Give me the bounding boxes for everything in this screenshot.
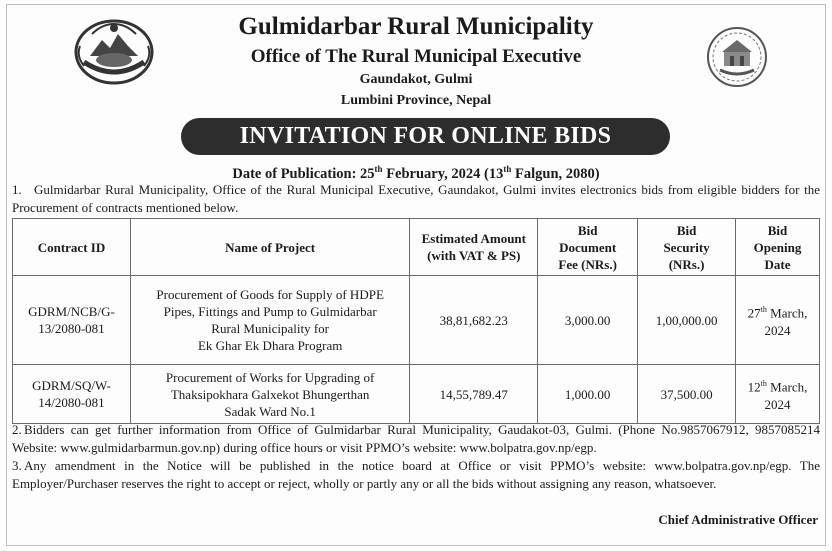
publication-date-label: Date of Publication: 25 [232, 165, 375, 182]
opening-month: March, [766, 305, 808, 321]
contract-id-line-1: GDRM/NCB/G- [28, 304, 115, 319]
opening-day: 27 [747, 305, 761, 321]
table-row [13, 276, 820, 365]
project-name-cell [130, 276, 409, 365]
header [0, 12, 832, 111]
publication-date-end: Falgun, 2080) [511, 165, 600, 182]
publication-date-mid: February, 2024 (13 [382, 165, 504, 182]
opening-day: 12 [747, 379, 761, 395]
contract-id-cell [13, 365, 131, 424]
paragraph-2-text: Bidders can get further information from Office of Gulmidarbar Rural Municipality, Gaudakot-03, Gulmi. (Phone No.9857067912, 9857085214 Website: www.gulmidarbarmun.gov.np) during office hours or visit PPMO’s website: www.bolpatra.gov.np/egp. [12, 422, 820, 455]
municipality-name: Gulmidarbar Rural Municipality [238, 13, 594, 40]
contract-id-line-1: GDRM/SQ/W- [32, 378, 111, 393]
project-name-line-3: Sadak Ward No.1 [224, 403, 316, 419]
header-fee-line-3: Fee (NRs.) [558, 256, 617, 272]
notice-banner: INVITATION FOR ONLINE BIDS [181, 118, 670, 155]
header-opening-line-1: Bid [767, 222, 788, 238]
address-line-1: Gaundakot, Gulmi [359, 72, 473, 87]
header-security-line-3: (NRs.) [668, 256, 705, 272]
header-bid-security [638, 219, 736, 276]
header-contract-id: Contract ID [13, 219, 131, 276]
header-estimate-line-2: (with VAT & PS) [427, 248, 521, 263]
opening-year: 2024 [764, 396, 791, 412]
header-opening-date [736, 219, 820, 276]
office-name: Office of The Rural Municipal Executive [250, 46, 582, 67]
publication-sup-1: th [374, 164, 383, 174]
address-line-2: Lumbini Province, Nepal [340, 93, 492, 108]
contract-id-line-2: 13/2080-081 [38, 321, 105, 336]
project-name-line-2: Thaksipokhara Galxekot Bhungerthan [170, 386, 370, 402]
project-name-line-1: Procurement of Works for Upgrading of [165, 369, 375, 385]
opening-date-cell [736, 276, 820, 365]
contract-id-line-2: 14/2080-081 [38, 395, 105, 410]
opening-month: March, [766, 379, 808, 395]
estimated-amount-cell: 38,81,682.23 [410, 276, 538, 365]
document-fee-cell: 1,000.00 [538, 365, 638, 424]
paragraph-3-text: Any amendment in the Notice will be published in the notice board at Office or visit PPMO’s website: www.bolpatra.gov.np/egp. The Employer/Purchaser reserves the right to accept or reject, wholly or partly any or all the bids without assigning any reason, whatsoever. [12, 458, 820, 491]
header-estimate-line-1: Estimated Amount [421, 231, 526, 246]
header-fee-line-2: Document [559, 239, 617, 255]
project-name-cell [130, 365, 409, 424]
estimated-amount-cell: 14,55,789.47 [410, 365, 538, 424]
project-name-line-2: Pipes, Fittings and Pump to Gulmidarbar [163, 304, 377, 319]
bid-security-cell: 1,00,000.00 [638, 276, 736, 365]
opening-day-suffix: th [760, 305, 767, 315]
header-estimated-amount [410, 219, 538, 276]
header-document-fee [538, 219, 638, 276]
paragraph-3 [12, 457, 820, 493]
publication-sup-2: th [503, 164, 512, 174]
contract-id-cell [13, 276, 131, 365]
header-project-name: Name of Project [130, 219, 409, 276]
opening-date-line-1 [740, 375, 815, 395]
project-name-line-1: Procurement of Goods for Supply of HDPE [156, 287, 384, 302]
signature-title: Chief Administrative Officer [658, 512, 818, 527]
header-fee-line-1: Bid [577, 222, 598, 238]
opening-date-line-1 [740, 301, 815, 321]
paragraph-3-number: 3. [12, 458, 22, 473]
opening-date-cell [736, 365, 820, 424]
header-opening-line-2: Opening [753, 239, 802, 255]
paragraph-2 [12, 421, 820, 457]
paragraph-2-number: 2. [12, 422, 22, 437]
project-name-line-3: Rural Municipality for [211, 321, 329, 336]
opening-year: 2024 [764, 322, 791, 338]
bids-table [12, 218, 820, 424]
table-row [13, 365, 820, 424]
opening-day-suffix: th [760, 379, 767, 389]
header-opening-line-3: Date [764, 256, 791, 272]
paragraph-1-text: Gulmidarbar Rural Municipality, Office of the Rural Municipal Executive, Gaundakot, Gulmi invites electronics bids from eligible bidders for the Procurement of contracts mentioned below. [12, 182, 820, 215]
paragraph-1 [12, 181, 820, 217]
table-header-row [13, 219, 820, 276]
header-security-line-2: Security [663, 239, 710, 255]
bid-security-cell: 37,500.00 [638, 365, 736, 424]
document-fee-cell: 3,000.00 [538, 276, 638, 365]
header-security-line-1: Bid [676, 222, 697, 238]
paragraph-1-number: 1. [12, 182, 22, 197]
project-name-line-4: Ek Ghar Ek Dhara Program [197, 338, 343, 353]
